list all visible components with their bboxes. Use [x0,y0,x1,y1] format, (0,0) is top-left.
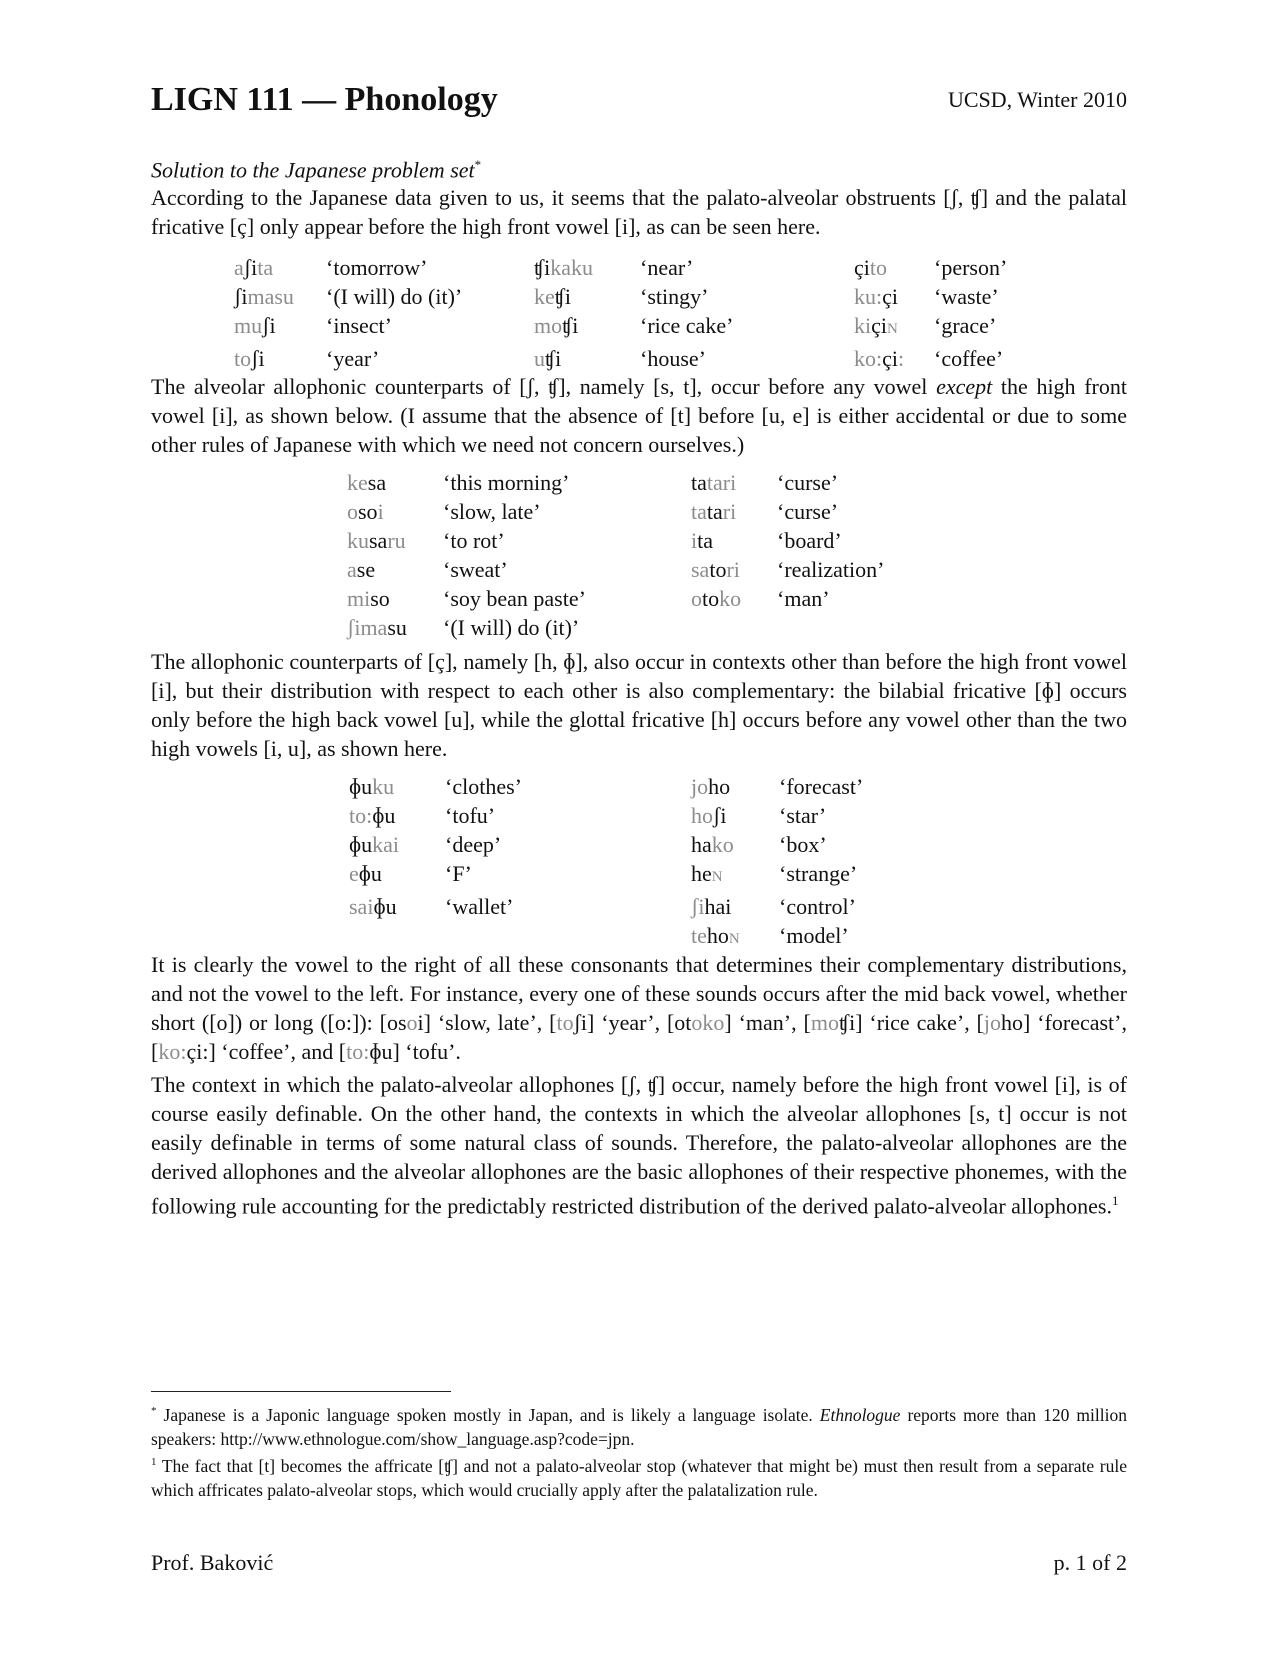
paragraph-4-text: ɸu [369,1039,393,1064]
context-segment: a [347,557,357,582]
example-word [534,282,640,311]
page-footer [151,1550,1127,1582]
focus-segment: ʃi [243,255,258,280]
focus-segment: ta [691,470,707,495]
example-word [349,859,445,892]
focus-segment: he [691,861,712,886]
paragraph-4-text: ] ‘year’, [ [587,1010,675,1035]
context-segment: mu [234,313,263,338]
example-word [691,772,779,801]
context-segment: ki [854,313,872,338]
paragraph-3: The allophonic counterparts of [ç], namely [h, ɸ], also occur in contexts other than before the high front vowel [i], but their distribution with respect to each other is also complementary: the bilabial fricative [ɸ] occurs only before the high back vowel [u], while the glottal fricative [h] occurs before any vowel other than the two high vowels [i, u], as shown here. [151,649,1127,761]
context-segment: o [347,499,358,524]
example-word [349,801,445,830]
footer-author: Prof. Baković [151,1550,274,1575]
context-segment: oko [691,1010,725,1035]
focus-segment: to [702,586,720,611]
footnote-star [151,1399,1127,1451]
example-word [854,282,934,311]
paragraph-4-text: ot [674,1010,692,1035]
example-gloss: ‘F’ [445,861,472,886]
example-word [347,526,443,555]
context-segment: ko [719,586,742,611]
paragraph-2 [151,372,1127,459]
example-word [691,555,777,584]
context-segment: : [898,346,905,371]
example-gloss: ‘tofu’ [445,803,496,828]
palatal-examples-table [234,253,1044,373]
example-gloss: ‘slow, late’ [443,499,541,524]
example-gloss: ‘person’ [934,255,1008,280]
example-word [349,830,445,859]
example-word [691,892,779,921]
paragraph-4-text: ʃi [573,1010,588,1035]
context-segment: tari [706,470,737,495]
example-gloss: ‘wallet’ [445,894,514,919]
context-segment: sa [691,557,710,582]
focus-segment: ha [691,832,712,857]
example-word [534,253,640,282]
focus-segment: to [709,557,727,582]
focus-segment: ɸu [349,774,373,799]
focus-segment: su [387,615,407,640]
example-gloss: ‘this morning’ [443,470,570,495]
context-segment: ri [722,499,737,524]
example-gloss: ‘sweat’ [443,557,508,582]
example-gloss: ‘board’ [777,528,842,553]
paragraph-2-emphasis: except [936,374,993,399]
footnote-1-text: The fact that [t] becomes the affricate [ʧ] and not a palato-alveolar stop (whatever that might be) must then result from a separate rule which affricates palato-alveolar stops, which would crucially apply after the palatalization rule. [151,1455,1127,1500]
paragraph-4-text: os [386,1010,407,1035]
example-row [347,526,917,555]
example-word [691,468,777,497]
example-gloss: ‘model’ [779,923,849,948]
page-header [151,74,1127,126]
example-gloss: ‘to rot’ [443,528,505,553]
example-word [347,555,443,584]
context-segment: ko: [854,346,883,371]
context-segment: ku [347,528,369,553]
context-segment: i [691,528,698,553]
paragraph-4-text: ] ‘rice cake’, [ [855,1010,984,1035]
context-segment: sai [349,894,374,919]
context-segment: to [234,346,252,371]
focus-segment: ʃi [234,284,248,309]
example-row [234,253,1044,282]
context-segment: e [349,861,359,886]
context-segment: ʃi [691,894,705,919]
focus-segment: ʧi [545,346,562,371]
example-gloss: ‘soy bean paste’ [443,586,586,611]
paragraph-2-a: The alveolar allophonic counterparts of [ʃ, ʧ], namely [s, t], occur before any vowel [151,374,937,399]
example-row [349,801,909,830]
example-row [234,282,1044,311]
paragraph-4 [151,950,1127,1066]
focus-segment: ʃi [251,346,265,371]
context-segment: mo [534,313,563,338]
focus-segment: ho [706,923,729,948]
context-segment: to: [349,803,373,828]
example-word [691,526,777,555]
focus-segment: ʧi [562,313,579,338]
paragraph-4-text: i [417,1010,424,1035]
example-gloss: ‘waste’ [934,284,999,309]
example-word [234,253,326,282]
footnote-star-a: Japanese is a Japonic language spoken mostly in Japan, and is likely a language isolate. [156,1404,820,1425]
document-subtitle [151,150,481,185]
alveolar-examples-table [347,468,917,642]
example-row [349,772,909,801]
footnote-star-mark: * [151,1405,157,1417]
paragraph-4-text: çi: [186,1039,209,1064]
example-word [534,344,640,373]
course-institution: UCSD, Winter 2010 [948,87,1127,112]
paragraph-4-text: ] ‘forecast’, [ [151,1010,1127,1064]
paragraph-4-text: ] ‘coffee’, and [ [208,1039,347,1064]
example-word [854,344,934,373]
example-word [234,311,326,344]
footnote-1-mark: 1 [151,1456,157,1468]
example-row [347,613,917,642]
example-row [347,555,917,584]
fricative-examples-table [349,772,909,954]
focus-segment: sa [369,528,388,553]
context-segment: ʃima [347,615,388,640]
focus-segment: ɸu [372,803,396,828]
context-segment: o [406,1010,418,1035]
focus-segment: ho [708,774,731,799]
context-segment: N [887,321,898,337]
focus-segment: çi [854,255,870,280]
example-word [349,892,445,921]
focus-segment: çi [882,346,899,371]
paragraph-4-text: ʧi [838,1010,856,1035]
example-gloss: ‘grace’ [934,313,997,338]
context-segment: ho [691,803,713,828]
context-segment: ku [372,774,395,799]
example-gloss: ‘(I will) do (it)’ [443,615,580,640]
focus-segment: çi [882,284,899,309]
example-gloss: ‘rice cake’ [640,313,734,338]
example-word [347,584,443,613]
example-word [691,801,779,830]
example-gloss: ‘tomorrow’ [326,255,428,280]
focus-segment: ɸu [349,832,373,857]
example-gloss: ‘clothes’ [445,774,522,799]
context-segment: o [691,586,702,611]
context-segment: ta [257,255,274,280]
example-word [691,613,777,642]
example-word [691,497,777,526]
footnote-divider [151,1391,451,1392]
focus-segment: sa [367,470,387,495]
example-gloss: ‘year’ [326,346,380,371]
example-word [854,253,934,282]
example-word [691,584,777,613]
example-row [349,892,909,921]
context-segment: mo [810,1010,839,1035]
focus-segment: ɸu [358,861,382,886]
context-segment: N [728,931,740,947]
example-word [347,613,443,642]
example-gloss: ‘control’ [779,894,856,919]
context-segment: to: [346,1039,370,1064]
example-word [854,311,934,344]
example-row [349,830,909,859]
example-word [347,468,443,497]
example-row [347,468,917,497]
context-segment: to [556,1010,574,1035]
example-row [347,497,917,526]
focus-segment: çi [871,313,888,338]
focus-segment: ʃi [262,313,276,338]
document-page [151,0,1127,1656]
example-gloss: ‘curse’ [777,470,839,495]
example-gloss: ‘stingy’ [640,284,709,309]
footnote-mark-star: * [474,157,482,172]
page-title: LIGN 111 — Phonology [151,81,498,118]
context-segment: ku: [854,284,883,309]
focus-segment: ta [706,499,723,524]
context-segment: kaku [550,255,593,280]
example-word [534,311,640,344]
context-segment: jo [691,774,709,799]
example-word [234,344,326,373]
focus-segment: ʃi [713,803,727,828]
context-segment: to [869,255,888,280]
example-gloss: ‘star’ [779,803,827,828]
focus-segment: se [356,557,376,582]
footnote-star-b: reports more than 120 million speakers: http://www.ethnologue.com/show_language.asp?code=jpn. [151,1404,1127,1449]
paragraph-4-text: It is clearly the vowel to the right of all these consonants that determines their complementary distributions, and not the vowel to the left. For instance, every one of these sounds occurs after the mid back vowel, whether short ([o]) or long ([o:]): [ [151,952,1127,1035]
context-segment: ke [534,284,555,309]
footer-page-number: p. 1 of 2 [1053,1550,1127,1575]
example-gloss: ‘forecast’ [779,774,864,799]
context-segment: ta [691,499,707,524]
example-gloss: ‘insect’ [326,313,392,338]
context-segment: te [691,923,707,948]
example-gloss: ‘house’ [640,346,706,371]
example-word [349,772,445,801]
context-segment: jo [983,1010,1002,1035]
paragraph-2-b: the high front vowel [i], as shown below. (I assume that the absence of [t] before [u, e] is either accidental or due to some other rules of Japanese with which we need not concern ourselves.) [151,374,1127,457]
focus-segment: so [358,499,378,524]
focus-segment: ʧi [534,255,551,280]
example-gloss: ‘(I will) do (it)’ [326,284,463,309]
example-row [347,584,917,613]
paragraph-5 [151,1070,1127,1220]
paragraph-1: According to the Japanese data given to us, it seems that the palato-alveolar obstruents [ʃ, ʧ] and the palatal fricative [ç] only appear before the high front vowel [i], as can be seen here. [151,185,1127,239]
context-segment: a [234,255,244,280]
focus-segment: ɸu [373,894,397,919]
example-word [234,282,326,311]
context-segment: ko [711,832,734,857]
paragraph-4-text: ho [1001,1010,1024,1035]
footnote-1 [151,1450,1127,1502]
example-row [234,344,1044,373]
example-gloss: ‘realization’ [777,557,885,582]
example-gloss [777,613,917,642]
focus-segment: so [370,586,390,611]
footnote-mark-1: 1 [1111,1193,1119,1208]
paragraph-4-text: ] ‘slow, late’, [ [423,1010,557,1035]
example-word [691,830,779,859]
context-segment: masu [247,284,294,309]
example-word [691,859,779,892]
context-segment: N [711,869,723,885]
example-word [347,497,443,526]
context-segment: ko: [158,1039,187,1064]
example-row [234,311,1044,344]
context-segment: mi [347,586,371,611]
example-row [349,859,909,892]
focus-segment: ta [697,528,714,553]
focus-segment: ʧi [554,284,571,309]
example-gloss: ‘box’ [779,832,827,857]
subtitle-text: Solution to the Japanese problem set [151,157,475,183]
example-gloss: ‘strange’ [779,861,858,886]
context-segment: ru [387,528,406,553]
context-segment: ri [726,557,740,582]
example-gloss: ‘near’ [640,255,694,280]
context-segment: kai [372,832,400,857]
focus-segment: hai [704,894,732,919]
context-segment: i [377,499,384,524]
context-segment: ke [347,470,368,495]
paragraph-4-text: ] ‘tofu’. [392,1039,461,1064]
example-gloss: ‘coffee’ [934,346,1004,371]
example-gloss: ‘deep’ [445,832,502,857]
paragraph-4-text: ] ‘man’, [ [724,1010,811,1035]
example-gloss: ‘curse’ [777,499,839,524]
context-segment: u [534,346,545,371]
paragraph-5-text: The context in which the palato-alveolar allophones [ʃ, ʧ] occur, namely before the high front vowel [i], is of course easily definable. On the other hand, the contexts in which the alveolar allophones [s, t] occur is not easily definable in terms of some natural class of sounds. Therefore, the palato-alveolar allophones are the derived allophones and the alveolar allophones are the basic allophones of their respective phonemes, with the following rule accounting for the predictably restricted distribution of the derived palato-alveolar allophones. [151,1072,1127,1219]
example-gloss: ‘man’ [777,586,830,611]
footnote-star-emphasis: Ethnologue [819,1404,901,1425]
